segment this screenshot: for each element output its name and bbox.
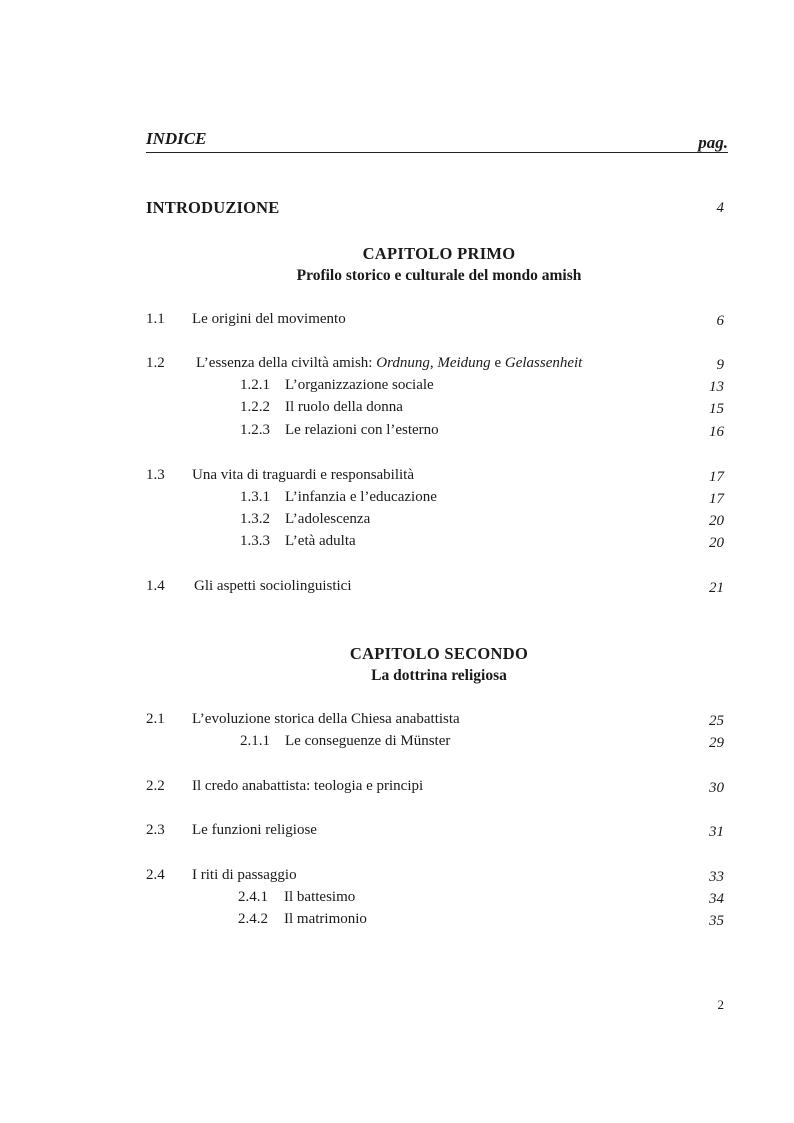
page-number: 2 bbox=[717, 997, 724, 1012]
toc-entry-page: 16 bbox=[709, 424, 724, 440]
toc-entry-title: Il matrimonio bbox=[284, 911, 367, 927]
toc-entry-page: 9 bbox=[716, 357, 724, 373]
intro-page: 4 bbox=[716, 200, 724, 216]
toc-entry-title: Una vita di traguardi e responsabilità bbox=[192, 467, 415, 483]
chapter1-heading: CAPITOLO PRIMO bbox=[362, 244, 516, 263]
toc-entry-title: I riti di passaggio bbox=[192, 867, 297, 883]
toc-entry-number: 1.3.3 bbox=[240, 533, 270, 549]
toc-entry-title: L’età adulta bbox=[285, 533, 356, 549]
term-gelassenheit: Gelassenheit bbox=[504, 355, 583, 371]
title-prefix: L’essenza della civiltà amish: bbox=[196, 355, 377, 371]
intro-title: INTRODUZIONE bbox=[146, 198, 280, 217]
toc-entry-number: 2.4.1 bbox=[238, 889, 268, 905]
toc-entry-title: Le funzioni religiose bbox=[192, 822, 317, 838]
toc-entry-page: 17 bbox=[709, 491, 724, 507]
toc-entry-title: Il ruolo della donna bbox=[285, 399, 403, 415]
toc-entry-title: L’infanzia e l’educazione bbox=[285, 489, 437, 505]
toc-entry-title: L’adolescenza bbox=[285, 511, 371, 527]
toc-entry-number: 2.1.1 bbox=[240, 733, 270, 749]
index-title: INDICE bbox=[146, 129, 207, 148]
toc-entry-title: Le conseguenze di Münster bbox=[285, 733, 451, 749]
toc-entry-title: Il credo anabattista: teologia e principi bbox=[192, 778, 424, 794]
toc-entry-page: 34 bbox=[709, 891, 724, 907]
toc-entry-page: 35 bbox=[709, 913, 724, 929]
toc-entry-number: 1.3.2 bbox=[240, 511, 270, 527]
toc-entry-number: 1.3 bbox=[146, 467, 165, 483]
toc-entry-number: 1.2.2 bbox=[240, 399, 270, 415]
toc-entry-number: 2.2 bbox=[146, 778, 165, 794]
toc-entry-title: Le origini del movimento bbox=[192, 311, 346, 327]
toc-entry-page: 30 bbox=[709, 780, 724, 796]
separator: , bbox=[429, 355, 438, 371]
toc-entry-title: Le relazioni con l’esterno bbox=[285, 422, 439, 438]
toc-entry-title: L’organizzazione sociale bbox=[285, 377, 434, 393]
term-ordnung: Ordnung bbox=[376, 355, 430, 371]
toc-entry-number: 1.2.3 bbox=[240, 422, 270, 438]
toc-entry-number: 2.4.2 bbox=[238, 911, 268, 927]
chapter2-subtitle: La dottrina religiosa bbox=[371, 667, 507, 684]
toc-entry-number: 1.2 bbox=[146, 355, 165, 371]
toc-entry-number: 1.2.1 bbox=[240, 377, 270, 393]
toc-entry-page: 20 bbox=[709, 513, 724, 529]
toc-entry-page: 31 bbox=[709, 824, 724, 840]
toc-entry-page: 15 bbox=[709, 401, 724, 417]
toc-entry-page: 29 bbox=[709, 735, 724, 751]
toc-entry-number: 2.4 bbox=[146, 867, 165, 883]
term-meidung: Meidung bbox=[437, 355, 491, 371]
toc-entry-page: 17 bbox=[709, 469, 724, 485]
toc-entry-title: Gli aspetti sociolinguistici bbox=[194, 578, 352, 594]
chapter1-subtitle: Profilo storico e culturale del mondo amish bbox=[296, 267, 582, 284]
toc-entry-number: 2.1 bbox=[146, 711, 165, 727]
toc-entry-page: 33 bbox=[709, 869, 724, 885]
toc-entry-page: 20 bbox=[709, 535, 724, 551]
toc-entry-title: Il battesimo bbox=[284, 889, 356, 905]
toc-entry-number: 1.4 bbox=[146, 578, 165, 594]
page-column-label: pag. bbox=[698, 133, 728, 152]
toc-entry-page: 6 bbox=[716, 313, 724, 329]
chapter2-heading: CAPITOLO SECONDO bbox=[349, 644, 529, 663]
toc-entry-title bbox=[196, 355, 582, 372]
separator: e bbox=[490, 355, 505, 371]
toc-entry-number: 1.3.1 bbox=[240, 489, 270, 505]
toc-entry-title: L’evoluzione storica della Chiesa anabattista bbox=[192, 711, 460, 727]
toc-entry-number: 2.3 bbox=[146, 822, 165, 838]
header-rule bbox=[146, 152, 728, 153]
toc-entry-page: 21 bbox=[709, 580, 724, 596]
toc-entry-page: 13 bbox=[709, 379, 724, 395]
toc-entry-page: 25 bbox=[709, 713, 724, 729]
toc-entry-number: 1.1 bbox=[146, 311, 165, 327]
